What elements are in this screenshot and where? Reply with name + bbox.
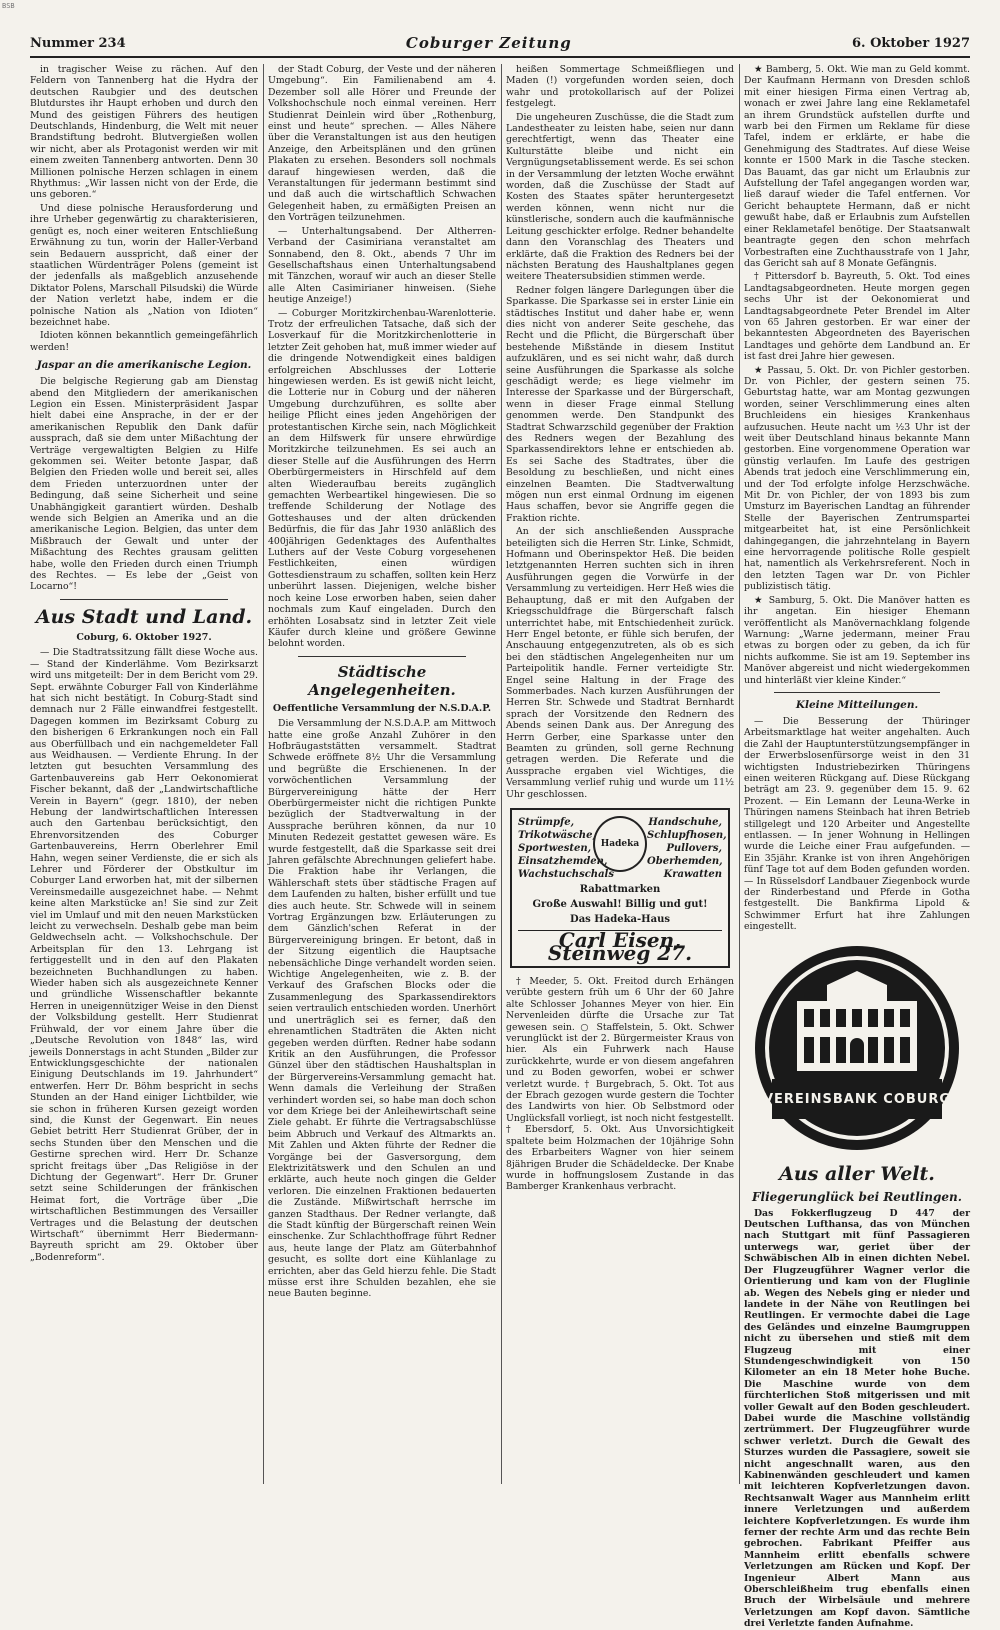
article-text: † Meeder, 5. Okt. Freitod durch Erhängen verübte gestern früh um 6 Uhr der 60 Jahre alte Schlosser Johannes Meyer von hier. Ein Nervenleiden dürfte die Ursache zur Tat gewesen sein. ○ Staffelstein, 5. Okt. Schwer verunglückt ist der 2. Bürgermeister Kraus von hier. Als ein Fuhrwerk nach Hause zurückkehrte, wurde er von diesem angefahren und zu Boden geworfen, wobei er schwer verletzt wurde. † Burgebrach, 5. Okt. Tot aus der Ebrach gezogen wurde gestern die Tochter des Landwirts von hier. Ob Selbstmord oder Unglücksfall vorliegt, ist noch nicht festgestellt. † Ebersdorf, 5. Okt. Aus Unvorsichtigkeit spaltete beim Holzmachen der 10jährige Sohn des Erbarbeiters Wagner von hier seinem 8jährigen Bruder die Schädeldecke. Der Knabe wurde in hoffnungslosem Zustande in das Bamberger Krankenhaus verbracht. xyxy=(506,976,734,1193)
article-text: Die ungeheuren Zuschüsse, die die Stadt zum Landestheater zu leisten habe, seien nur dann gerechtfertigt, wenn das Theater eine Kulturstätte bleibe und nicht ein Vergnügungsetablissement werde. Es sei schon in der Versammlung der letzten Woche erwähnt worden, daß die Zuschüsse der Stadt auf Kosten des Staates später heruntergesetzt werden können, wenn nicht nur die künstlerische, sondern auch die kaufmännische Leitung geschickter erfolge. Redner behandelte dann den Voranschlag des Theaters und erklärte, daß die Fraktion des Redners bei der nächsten Beratung des Haushaltplanes gegen weitere Theatersubsidien stimmen werde. xyxy=(506,111,734,283)
headline-jaspar: Jaspar an die amerikanische Legion. xyxy=(36,359,252,372)
issue-date: 6. Oktober 1927 xyxy=(851,35,970,51)
article-text: Die belgische Regierung gab am Dienstag abend den Mitgliedern der amerikanischen Legion ein Essen. Ministerpräsident Jaspar hielt dabei eine Ansprache, in der er der amerikanischen Republik den Dank dafür aussprach, daß sie dem unter Mißachtung der Verträge vergewaltigten Belgien zu Hilfe gekommen sei. Weiter betonte Jaspar, daß Belgien den Frieden wolle und bereit sei, alles dem Frieden unterzuordnen unter der Bedingung, daß seine Sicherheit und seine Unabhängigkeit garantiert würden. Deshalb wende sich Belgien an Amerika und an die amerikanische Legion. Belgien, das unter dem Mißbrauch der Gewalt und unter der Mißachtung des Rechtes grausam gelitten habe, wolle den Frieden durch einen Triumph des Rechtes. — Es lebe der „Geist von Locarno“! xyxy=(30,376,258,593)
ad-brand: Carl Eisen, Steinweg 27. xyxy=(518,930,722,960)
article-text: ★ Passau, 5. Okt. Dr. von Pichler gestorben. Dr. von Pichler, der gestern seinen 75. Geburtstag hatte, war am Montag gezwungen worden, seiner Verschlimmerung eines alten Bruchleidens ein hiesiges Krankenhaus aufzusuchen. Heute nacht um ½3 Uhr ist der weit über Deutschland hinaus bekannte Mann gestorben. Eine vorgenommene Operation war günstig verlaufen. Im Laufe des gestrigen Abends trat jedoch eine Verschlimmerung ein, und der Tod erfolgte infolge Herzschwäche. Mit Dr. von Pichler, der von 1893 bis zum Umsturz im Bayerischen Landtag an führender Stelle der Bayerischen Zentrumspartei mitgearbeitet hat, ist eine Persönlichkeit dahingegangen, die jahrzehntelang in Bayern eine hervorragende politische Rolle gespielt hat, namentlich als Verkehrsreferent. Noch in den letzten Tagen war Dr. von Pichler publizistisch tätig. xyxy=(744,364,970,593)
column-4 xyxy=(744,64,970,1630)
article-text: ★ Bamberg, 5. Okt. Wie man zu Geld kommt. Der Kaufmann Hermann von Dresden schloß mit einer hiesigen Firma einen Vertrag ab, wonach er zwei Jahre lang eine Reklametafel an ihrem Grundstück aufstellen durfte und warb bei den Firmen um Reklame für diese Tafel, indem er erklärte, er habe die Genehmigung des Stadtrates. Auf diese Weise konnte er 1500 Mark in die Tasche stecken. Das Bauamt, das gar nicht um Erlaubnis zur Aufstellung der Tafel angegangen worden war, ließ darauf wieder die Tafel entfernen. Vor Gericht behauptete Hermann, daß er nicht gewußt habe, daß er Erlaubnis zum Aufstellen einer Reklametafel benötige. Der Staatsanwalt beantragte gegen den schon mehrfach Vorbestraften eine Zuchthausstrafe von 1 Jahr, das Gericht sah auf 8 Monate Gefängnis. xyxy=(744,64,970,269)
article-text: in tragischer Weise zu rächen. Auf den Feldern von Tannenberg hat die Hydra der deutschen Raubgier und des deutschen Blutdurstes ihr Haupt erhoben und durch den Mund des geistigen Führers des heutigen Deutschlands, Hindenburg, die Welt mit neuer Brandstiftung bedroht. Blutvergießen wollen wir nicht, aber als Protagonist werden wir mit einem zweiten Tannenberg antworten. Denn 30 Millionen polnische Herzen schlagen in einem Rhythmus: „Wir lassen nicht von der Erde, die uns geboren.“ xyxy=(30,64,258,201)
headline-flieger: Fliegerunglück bei Reutlingen. xyxy=(752,1189,962,1204)
ad-right-list: Handschuhe, Schlupfhosen, Pullovers, Oberhemden, Krawatten xyxy=(647,817,727,880)
issue-number: Nummer 234 xyxy=(30,35,126,51)
article-text: heißen Sommertage Schmeißfliegen und Maden (!) vorgefunden worden seien, doch wahr und protokollarisch auf der Polizei festgelegt. xyxy=(506,64,734,110)
section-heading-staedtisch: Städtische Angelegenheiten. xyxy=(308,662,456,699)
article-text: Redner folgen längere Darlegungen über die Sparkasse. Die Sparkasse sei in erster Linie ein städtisches Institut und daher habe er, wenn dies nicht von anderer Seite geschehe, das Recht und die Pflicht, die Bürgerschaft über bestehende Mißstände in diesem Institut aufzuklären, und es sei nicht wahr, daß durch seine Ausführungen die Sparkasse als solche geschädigt werde; es liege vielmehr im Interesse der Sparkasse und der Bürgerschaft, wenn in dieser Frage einmal Stellung genommen werde. Den Standpunkt des Stadtrat Schwarzschild gegenüber der Fraktion des Redners wegen der Bezahlung des Sparkassendirektors lehne er entschieden ab. Es sei Sache des Stadtrates, über die Besoldung zu beschließen, und nicht eines einzelnen Beamten. Die Stadtverwaltung mögen nun erst einmal Ordnung im eigenen Haus schaffen, bevor sie Angriffe gegen die Fraktion richte. xyxy=(506,284,734,524)
article-text: — Unterhaltungsabend. Der Altherren-Verband der Casimiriana veranstaltet am Sonnabend, den 8. Okt., abends 7 Uhr im Gesellschaftshaus einen Unterhaltungsabend mit Tänzchen, worauf wir auch an dieser Stelle alle Alten Casimirianer hinweisen. (Siehe heutige Anzeige!) xyxy=(268,225,496,306)
ad-line: Das Hadeka-Haus xyxy=(570,914,670,925)
newspaper-title: Coburger Zeitung xyxy=(405,34,572,52)
article-text: † Pittersdorf b. Bayreuth, 5. Okt. Tod eines Landtagsabgeordneten. Heute morgen gegen sechs Uhr ist der Oekonomierat und Landtagsabgeordnete Peter Brendel im Alter von 65 Jahren gestorben. Er war einer der bekanntesten Abgeordneten des Bayerischen Landtages und gehörte dem Landbund an. Er ist fast drei Jahre hier gewesen. xyxy=(744,271,970,363)
section-heading-stadt: Aus Stadt und Land. xyxy=(35,605,253,628)
article-text: Die Versammlung der N.S.D.A.P. am Mittwoch hatte eine große Anzahl Zuhörer in den Hofbräugaststätten versammelt. Stadtrat Schwede eröffnete 8½ Uhr die Versammlung und begrüßte die Erschienenen. In der vorwöchentlichen Versammlung der Bürgervereinigung hätte der Herr Oberbürgermeister nicht die richtigen Punkte bezüglich der Stadtverwaltung in der Aussprache berühren können, da nur 10 Minuten Redezeit gestattet gewesen wäre. Es wurde festgestellt, daß die Sparkasse seit drei Jahren gefälschte Abrechnungen geliefert habe. Die Fraktion habe ihr Verlangen, die Wählerschaft stets über städtische Fragen auf dem Laufenden zu halten, bisher erfüllt und tue dies auch heute. Str. Schwede will in seinem Vortrag Ergänzungen bzw. Erläuterungen zu dem Gänzlich'schen Referat in der Bürgervereinigung bringen. Er betont, daß in der Sitzung eigentlich die Hauptsache nebensächliche Dinge verhandelt worden seien. Wichtige Angelegenheiten, wie z. B. der Verkauf des Grafschen Blocks oder die Zusammenlegung des Sparkassendirektors seien vertraulich entschieden worden. Unerhört und unerträglich sei es ferner, daß den ehrenamtlichen Stadträten die Akten nicht gegeben werden dürften. Redner habe sodann Kritik an den Ausführungen, die Professor Günzel über den städtischen Haushaltsplan in der Bürgervereins-Versammlung gemacht hat. Wenn damals die Verleihung der Straßen verhindert worden sei, so habe man doch schon vor dem Kriege bei der Anleihewirtschaft seine Ziele gehabt. Er führte die Vertragsabschlüsse beim Abbruch und Verkauf des Altmarkts an. Mit Zahlen und Akten führte der Redner die Vorgänge bei der Gasversorgung, dem Elektrizitätswerk und den Schulen an und erklärte, auch heute noch gingen die Gelder verloren. Die einzelnen Fraktionen bedauerten die Zustände. Mißwirtschaft herrsche im ganzen Stadthaus. Der Redner verlangte, daß die Stadt künftig der Bürgerschaft reinen Wein einschenke. Zur Schlachthoffrage führt Redner aus, heute lange der Platz am Güterbahnhof gesucht, es sollte dort eine Kühlanlage zu errichten, aber das Geld hierzu fehle. Die Stadt müsse erst ihre Schulden bezahlen, ehe sie neue Bauten beginne. xyxy=(268,718,496,1300)
divider xyxy=(60,599,228,600)
column-1 xyxy=(30,64,258,1486)
ad-line: Große Auswahl! Billig und gut! xyxy=(532,899,708,910)
ad-left-list: Strümpfe, Trikotwäsche, Sportwesten, Einsatzhemden, Wachstuchschals xyxy=(518,817,614,880)
column-rule xyxy=(263,64,264,1484)
article-text: Idioten können bekanntlich gemeingefährlich werden! xyxy=(30,330,258,353)
subheading: Oeffentliche Versammlung der N.S.D.A.P. xyxy=(272,702,492,714)
advertisement-carl-eisen xyxy=(510,808,730,968)
bank-name: VEREINSBANK COBURG xyxy=(762,1091,952,1107)
column-rule xyxy=(739,64,740,1484)
column-2 xyxy=(268,64,496,1486)
vereinsbank-advertisement xyxy=(752,943,962,1153)
column-3 xyxy=(506,64,734,1486)
article-text: — Die Stadtratssitzung fällt diese Woche aus. — Stand der Kinderlähme. Vom Bezirksarzt wird uns mitgeteilt: Der in dem Bericht vom 29. Sept. erwähnte Coburger Fall von Kinderlähme hat sich nicht bestätigt. In Coburg-Stadt sind demnach nur 2 Fälle einwandfrei festgestellt. Dagegen kommen im Bezirksamt Coburg zu den bisherigen 6 Erkrankungen noch ein Fall aus Oberfüllbach und ein nachgemeldeter Fall aus Weidhausen. — Verdiente Ehrung. In der letzten gut besuchten Versammlung des Gartenbauvereins gab Herr Oekonomierat Fischer bekannt, daß der „Landwirtschaftliche Verein in Bayern“ (gegr. 1810), der neben Hebung der landwirtschaftlichen Interessen auch den Gartenbau berücksichtigt, den Ehrenvorsitzenden des Coburger Gartenbauvereins, Herrn Oberlehrer Emil Hahn, wegen seiner Verdienste, die er sich als Lehrer und Förderer der Obstkultur im Coburger Land erworben hat, mit der silbernen Vereinsmedaille ausgezeichnet habe. — Nehmt keine alten Markstücke an! Sie sind zur Zeit viel im Umlauf und mit den neuen Markstücken leicht zu verwechseln. Deshalb gebe man beim Geldwechseln acht. — Volkshochschule. Der Arbeitsplan für den 13. Lehrgang ist fertiggestellt und in den auf den Plakaten bezeichneten Buchhandlungen zu haben. Wieder haben sich als ausgezeichnete Kenner und gründliche Wissenschaftler bekannte Herren in uneigennütziger Weise in den Dienst der Volksbildung gestellt. Herr Studienrat Frühwald, der vor einem Jahre über die „Deutsche Revolution von 1848“ las, wird jeweils Donnerstags in acht Stunden „Bilder zur Entwicklungsgeschichte der nationalen Einigung Deutschlands im 19. Jahrhundert“ entwerfen. Herr Dr. Böhm bespricht in sechs Stunden an der Hand einiger Lichtbilder, wie sie schon in früheren Kursen gezeigt worden sind, die Kunst der Gegenwart. Ein neues Gebiet betritt Herr Studienrat Grüber, der in sechs Stunden über den Menschen und die Gestirne sprechen wird. Herr Dr. Schanze spricht freitags über „Das Religiöse in der Dichtung der Gegenwart“. Herr Dr. Gruner setzt seine Schilderungen der fränkischen Heimat fort, die Vorträge über „Die wirtschaftlichen Bestimmungen des Versailler Vertrages und die Belastung der deutschen Wirtschaft“ übernimmt Herr Biedermann-Bayreuth spricht am 29. Oktober über „Bodenreform“. xyxy=(30,647,258,1263)
article-text: An der sich anschließenden Aussprache beteiligten sich die Herren Str. Linke, Schmidt, Hofmann und Oberinspektor Heß. Die beiden letztgenannten Herren suchten sich in ihren Ausführungen gegen die Vorwürfe in der Versammlung zu verteidigen. Herr Heß wies die Behauptung, daß er mit den Aufgaben der Kriegsschuldfrage die Bürgerschaft falsch unterrichtet habe, mit Entschiedenheit zurück. Herr Engel betonte, er fühle sich berufen, der Anschauung entgegenzutreten, als ob es sich bei den städtischen Angelegenheiten nur um Parteipolitik handle. Ferner verteidigte Str. Engel seine Haltung in der Frage des Sommerbades. Nach kurzen Ausführungen der Herren Str. Schwede und Stadtrat Bernhardt sprach der Vorsitzende den Rednern des Abends seinen Dank aus. Der Anregung des Herrn Gerber, eine Sparkasse unter den Beamten zu gründen, soll gerne Rechnung getragen werden. Die Referate und die Aussprache ergaben viel Wichtiges, die Versammlung verlief ruhig und wurde um 11½ Uhr geschlossen. xyxy=(506,526,734,800)
dateline: Coburg, 6. Oktober 1927. xyxy=(76,631,212,643)
masthead xyxy=(30,30,970,58)
divider xyxy=(298,656,466,657)
ad-logo: Hadeka xyxy=(593,816,647,872)
article-text: — Die Besserung der Thüringer Arbeitsmarktlage hat weiter angehalten. Auch die Zahl der Hauptunterstützungsempfänger in der Erwerbslosenfürsorge weist in den 31 wichtigsten Industriebezirken Thüringens einen weiteren Rückgang auf. Diese Rückgang beträgt am 23. 9. gegenüber dem 15. 9. 62 Prozent. — Ein Lemann der Leuna-Werke in Thüringen namens Steinbach hat ihren Betrieb stillgelegt und 120 Arbeiter und Angestellte entlassen. — In jener Wohnung in Hellingen wurde die Leiche einer Frau aufgefunden. — Ein 35jähr. Kranke ist von ihren Angehörigen fünf Tage tot auf dem Boden gefunden worden. — In Rüsselsdorf Landbauer Ziegenbock wurde der Rinderbestand und Pferde in Gotha festgestellt. Die Bankfirma Lipold & Schwimmer Erfurt hat ihre Zahlungen eingestellt. xyxy=(744,715,970,933)
column-rule xyxy=(501,64,502,1484)
corner-stamp: BSB xyxy=(2,2,15,10)
section-heading-kleine: Kleine Mitteilungen. xyxy=(795,698,919,711)
divider xyxy=(774,692,940,693)
ad-line: Rabattmarken xyxy=(579,884,661,895)
article-text: Und diese polnische Herausforderung und ihre Urheber gegenwärtig zu charakterisieren, genügt es, noch einer weiteren Entschließung Erwähnung zu tun, worin der Haller-Verband sein Bedauern ausspricht, daß einer der staatlichen Würdenträger Polens (gemeint ist der jedenfalls als maßgeblich anzusehende Diktator Polens, Marschall Pilsudski) die Würde der Nation verletzt habe, indem er die polnische Nation als „Nation von Idioten“ bezeichnet habe. xyxy=(30,202,258,328)
article-text: — Coburger Moritzkirchenbau-Warenlotterie. Trotz der erfreulichen Tatsache, daß sich der Losverkauf für die Moritzkirchenlotterie in letzter Zeit gehoben hat, muß immer wieder auf die dringende Notwendigkeit eines baldigen erfolgreichen Abschlusses der Lotterie hingewiesen werden. Es ist gewiß nicht leicht, die Lotterie nur in Coburg und der näheren Umgebung durchzuführen, es sollte aber heilige Pflicht eines jeden Angehörigen der protestantischen Kirche sein, nach Möglichkeit an dem Hilfswerk für unsere ehrwürdige Moritzkirche teilzunehmen. Es sei auch an dieser Stelle auf die Ausführungen des Herrn Oberbürgermeisters in Hirschfeld auf dem alten Wiederaufbau bereits zugänglich gemachten Werbeartikel hingewiesen. Die so treffende Schilderung der Notlage des Gotteshauses und der alten drückenden Bedürfnis, die für das Jahr 1930 anläßlich des 400jährigen Gedenktages des Aufenthaltes Luthers auf der Veste Coburg vorgesehenen Festlichkeiten, einen würdigen Gottesdienstraum zu schaffen, sollten kein Herz unberührt lassen. Diejenigen, welche bisher noch keine Lose erworben haben, seien daher nochmals zum Kauf eingeladen. Durch den erhöhten Losabsatz sind in letzter Zeit viele Käufer durch kleine und größere Gewinne belohnt worden. xyxy=(268,307,496,650)
article-text: der Stadt Coburg, der Veste und der näheren Umgebung“. Ein Familienabend am 4. Dezember soll alle Hörer und Freunde der Volkshochschule noch einmal vereinen. Herr Studienrat Deinlein wird über „Rothenburg, einst und heute“ sprechen. — Alles Nähere über die Veranstaltungen ist aus den heutigen Anzeige, den Arbeitsplänen und den grünen Plakaten zu ersehen. Besonders soll nochmals darauf hingewiesen werden, daß die Veranstaltungen für jedermann bestimmt sind und daß auch die wirtschaftlich Schwachen Gelegenheit haben, zu ermäßigten Preisen an den Vorträgen teilzunehmen. xyxy=(268,64,496,224)
article-text: Das Fokkerflugzeug D 447 der Deutschen Lufthansa, das von München nach Stuttgart mit fünf Passagieren unterwegs war, geriet über der Schwäbischen Alb in einen dichten Nebel. Der Flugzeugführer Wagner verlor die Orientierung und kam von der Fluglinie ab. Wegen des Nebels ging er nieder und landete in der Nähe von Reutlingen bei Reutlingen. Er vermochte dabei die Lage des Geländes und einzelne Baumgruppen nicht zu übersehen und stieß mit dem Flugzeug mit einer Stundengeschwindigkeit von 150 Kilometer an ein 18 Meter hohe Buche. Die Maschine wurde von dem fürchterlichen Stoß mitgerissen und mit voller Gewalt auf den Boden geschleudert. Dabei wurde die Maschine vollständig zertrümmert. Der Flugzeugführer wurde schwer verletzt. Durch die Gewalt des Sturzes wurden die Passagiere, soweit sie nicht angeschnallt waren, aus den Kabinenwänden geschleudert und kamen mit leichteren Kopfverletzungen davon. Rechtsanwalt Wager aus Mannheim erlitt innere Verletzungen und außerdem leichtere Kopfverletzungen. Es wurde ihm ferner der rechte Arm und das rechte Bein gebrochen. Fabrikant Pfeiffer aus Mannheim erlitt ebenfalls schwere Verletzungen am Rücken und Kopf. Der Ingenieur Albert Mann aus Oberschleißheim trug ebenfalls einen Bruch der Wirbelsäule und mehrere Verletzungen am Kopf davon. Sämtliche drei Verletzte fanden Aufnahme. xyxy=(744,1207,970,1630)
article-text: ★ Samburg, 5. Okt. Die Manöver hatten es ihr angetan. Ein hiesiger Ehemann veröffentlicht als Manövernachklang folgende Warnung: „Warne jedermann, meiner Frau etwas zu borgen oder zu geben, da ich für nichts aufkomme. Sie ist am 19. September ins Manöver abgereist und nicht wiedergekommen und hinterläßt vier kleine Kinder.“ xyxy=(744,594,970,686)
section-heading-welt: Aus aller Welt. xyxy=(779,1162,935,1185)
